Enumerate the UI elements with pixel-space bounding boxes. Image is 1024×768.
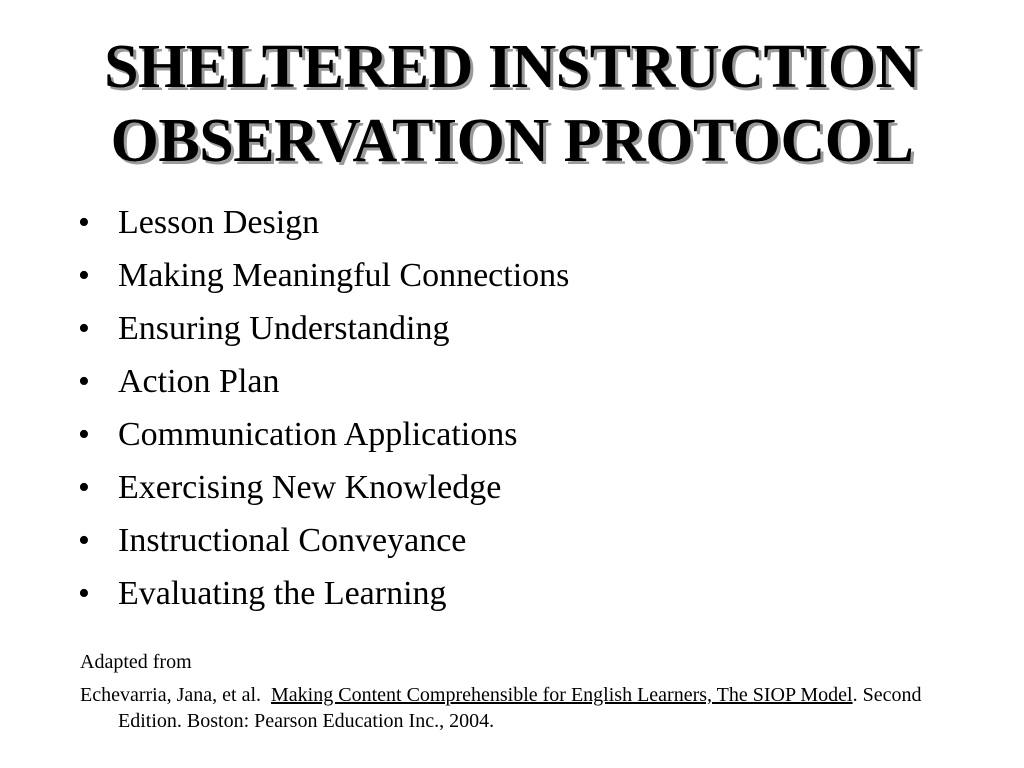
list-item-label: Instructional Conveyance <box>118 522 467 559</box>
list-item-label: Making Meaningful Connections <box>118 257 570 294</box>
list-item-label: Evaluating the Learning <box>118 575 447 612</box>
citation-authors: Echevarria, Jana, et al. <box>80 684 272 706</box>
list-item <box>78 514 978 567</box>
bullet-icon: • <box>78 522 90 559</box>
list-item <box>78 249 978 302</box>
bullet-icon: • <box>78 416 90 453</box>
list-item <box>78 567 978 620</box>
list-item-label: Exercising New Knowledge <box>118 469 502 506</box>
list-item <box>78 302 978 355</box>
list-item-label: Lesson Design <box>118 204 320 241</box>
list-item <box>78 196 978 249</box>
bullet-icon: • <box>78 363 90 400</box>
bullet-icon: • <box>78 257 90 294</box>
bullet-list <box>78 196 978 620</box>
bullet-icon: • <box>78 310 90 347</box>
slide-title <box>40 30 984 178</box>
bullet-icon: • <box>78 469 90 506</box>
bullet-icon: • <box>78 575 90 612</box>
citation <box>80 682 948 734</box>
adapted-from-label: Adapted from <box>80 651 192 673</box>
title-line-1: SHELTERED INSTRUCTION <box>104 33 920 101</box>
list-item <box>78 355 978 408</box>
bullet-icon: • <box>78 204 90 241</box>
title-line-2: OBSERVATION PROTOCOL <box>110 107 914 175</box>
citation-book-title: Making Content Comprehensible for English Learners, The SIOP Model <box>271 684 853 706</box>
list-item <box>78 461 978 514</box>
list-item-label: Communication Applications <box>118 416 518 453</box>
list-item-label: Action Plan <box>118 363 280 400</box>
list-item-label: Ensuring Understanding <box>118 310 450 347</box>
citation-publication: . Second Edition. Boston: Pearson Education Inc., 2004. <box>118 684 922 732</box>
list-item <box>78 408 978 461</box>
